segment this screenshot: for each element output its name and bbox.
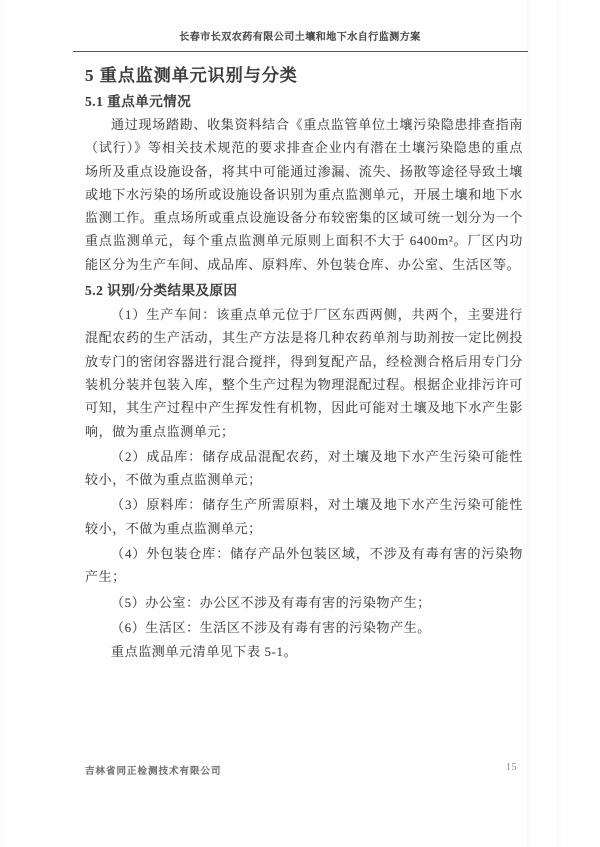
section-5-1-heading: 5.1 重点单元情况 (85, 94, 192, 109)
classification-item-5: （5）办公室：办公区不涉及有毒有害的污染物产生； (111, 594, 431, 610)
classification-item-3: （3）原料库：储存生产所需原料，对土壤及地下水产生污染可能性较小，不做为重点监测单元； (85, 497, 523, 536)
classification-item-6: （6）生活区：生活区不涉及有毒有害的污染物产生。 (111, 619, 431, 635)
classification-item-1: （1）生产车间：该重点单元位于厂区东西两侧，共两个，主要进行混配农药的生产活动，其生产方法是将几种农药单剂与助剂按一定比例投放专门的密闭容器进行混合搅拌，得到复配产品，经检测合格后用专门分装机分装并包装入库，整个生产过程为物理混配过程。根据企业排污许可可知，其生产过程中产生挥发性有机物，因此可能对土壤及地下水产生影响，做为重点监测单元； (85, 307, 523, 439)
footer-page-number: 15 (506, 762, 517, 773)
section-5-2-heading: 5.2 识别/分类结果及原因 (85, 283, 238, 299)
page-content (85, 65, 523, 664)
classification-item-4: （4）外包装仓库：储存产品外包装区域，不涉及有毒有害的污染物产生； (85, 546, 523, 585)
running-header-title: 长春市长双农药有限公司土壤和地下水自行监测方案 (179, 32, 421, 43)
footer-company-name: 吉林省同正检测技术有限公司 (85, 767, 222, 777)
chapter-title: 5 重点监测单元识别与分类 (85, 66, 298, 85)
running-header (73, 28, 528, 52)
section-5-1-paragraph: 通过现场踏勘、收集资料结合《重点监管单位土壤污染隐患排查指南（试行）》等相关技术规范的要求排查企业内有潜在土壤污染隐患的重点场所及重点设施设备，将其中可能通过渗漏、流失、扬散等途径导致土壤或地下水污染的场所或设施设备识别为重点监测单元，开展土壤和地下水监测工作。重点场所或重点设施设备分布较密集的区域可统一划分为一个重点监测单元，每个重点监测单元原则上面积不大于 6400m²。厂区内功能区分为生产车间、成品库、原料库、外包装仓库、办公室、生活区等。 (85, 117, 523, 272)
classification-item-2: （2）成品库：储存成品混配农药，对土壤及地下水产生污染可能性较小，不做为重点监测单元； (85, 448, 523, 488)
closing-line: 重点监测单元清单见下表 5-1。 (111, 644, 298, 660)
